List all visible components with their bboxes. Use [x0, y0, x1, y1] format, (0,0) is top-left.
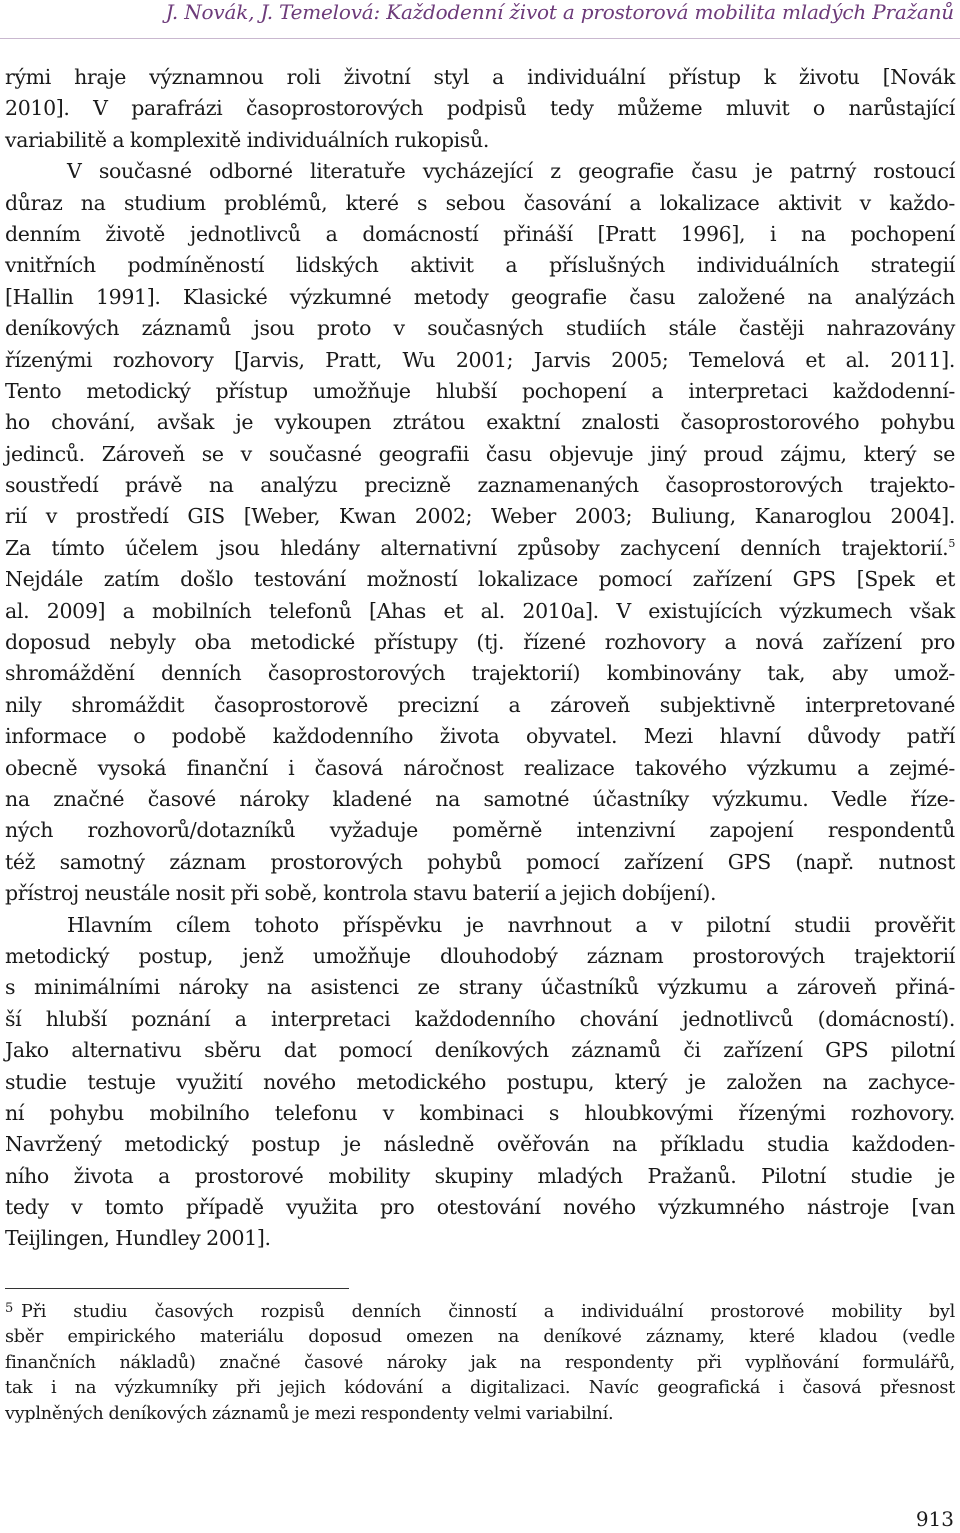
footnote-line: finančních nákladů) značné časové nároky jak na respondenty při vyplňování formulářů,	[5, 1352, 955, 1373]
body-line: Hlavním cílem tohoto příspěvku je navrhnout a v pilotní studii prověřit	[67, 912, 955, 937]
body-line-text: Za tímto účelem jsou hledány alternativní způsoby zachycení denních trajektorií.	[5, 535, 949, 560]
body-line: soustředí právě na analýzu precizně zaznamenaných časoprostorových trajekto-	[5, 473, 955, 498]
footnote-mark: 5	[5, 1301, 14, 1316]
body-line: V současné odborné literatuře vycházející z geografie času je patrný rostoucí	[67, 159, 955, 184]
body-line: jedinců. Zároveň se v současné geografii času objevuje jiný proud zájmu, který se	[5, 441, 955, 466]
body-line: ní pohybu mobilního telefonu v kombinaci s hloubkovými řízenými rozhovory.	[5, 1100, 955, 1125]
footnotes	[5, 1300, 955, 1427]
body-line: řízenými rozhovory [Jarvis, Pratt, Wu 2001; Jarvis 2005; Temelová et al. 2011].	[5, 347, 955, 372]
body-line: též samotný záznam prostorových pohybů pomocí zařízení GPS (např. nutnost	[5, 849, 955, 874]
body-line: [Hallin 1991]. Klasické výzkumné metody geografie času založené na analýzách	[5, 284, 955, 309]
header-rule	[0, 38, 960, 39]
body-line: 2010]. V parafrázi časoprostorových podpisů tedy můžeme mluvit o narůstající	[5, 96, 955, 121]
body-line: s minimálními nároky na asistenci ze strany účastníků výzkumu a zároveň přiná-	[5, 975, 955, 1000]
body-line-with-footnote-ref	[5, 533, 955, 564]
footnote-text: Při studiu časových rozpisů denních činností a individuální prostorové mobility byl	[21, 1302, 955, 1322]
body-line: metodický postup, jenž umožňuje dlouhodobý záznam prostorových trajektorií	[5, 943, 955, 968]
body-line: ního života a prostorové mobility skupiny mladých Pražanů. Pilotní studie je	[5, 1163, 955, 1188]
body-line: vnitřních podmíněností lidských aktivit a příslušných individuálních strategií	[5, 253, 955, 278]
body-line: Teijlingen, Hundley 2001].	[5, 1226, 271, 1251]
footnote-line: sběr empirického materiálu doposud omezen na deníkové záznamy, které kladou (vedle	[5, 1327, 955, 1348]
body-line: přístroj neustále nosit při sobě, kontrola stavu baterií a jejich dobíjení).	[5, 881, 717, 906]
body-line: nily shromáždit časoprostorově precizní a zároveň subjektivně interpretované	[5, 692, 955, 717]
body-line: shromáždění denních časoprostorových trajektorií) kombinovány tak, aby umož-	[5, 661, 955, 686]
footnote-line	[5, 1300, 955, 1325]
body-line: důraz na studium problémů, které s sebou časování a lokalizace aktivit v každo-	[5, 190, 955, 215]
body-line: tedy v tomto případě využita pro otestování nového výzkumného nástroje [van	[5, 1195, 955, 1220]
body-line: Jako alternativu sběru dat pomocí deníkových záznamů či zařízení GPS pilotní	[5, 1038, 955, 1063]
page-number: 913	[915, 1507, 954, 1531]
body-line: al. 2009] a mobilních telefonů [Ahas et al. 2010a]. V existujících výzkumech však	[5, 598, 955, 623]
running-header: J. Novák, J. Temelová: Každodenní život a prostorová mobilita mladých Pražanů	[165, 0, 954, 24]
footnote-rule	[5, 1288, 349, 1289]
body-line: Nejdále zatím došlo testování možností lokalizace pomocí zařízení GPS [Spek et	[5, 567, 955, 592]
body-line: denním životě jednotlivců a domácností přináší [Pratt 1996], i na pochopení	[5, 221, 955, 246]
body-line: na značné časové nároky kladené na samotné účastníky výzkumu. Vedle říze-	[5, 786, 955, 811]
body-line: ných rozhovorů/dotazníků vyžaduje poměrně intenzivní zapojení respondentů	[5, 818, 955, 843]
body-line: ho chování, avšak je vykoupen ztrátou exaktní znalosti časoprostorového pohybu	[5, 410, 955, 435]
body-line: rými hraje významnou roli životní styl a individuální přístup k životu [Novák	[5, 65, 955, 89]
body-line: rií v prostředí GIS [Weber, Kwan 2002; Weber 2003; Buliung, Kanaroglou 2004].	[5, 504, 955, 529]
footnote-reference[interactable]: 5	[948, 537, 955, 551]
body-line: studie testuje využití nového metodického postupu, který je založen na zachyce-	[5, 1069, 955, 1094]
body-line: ší hlubší poznání a interpretaci každodenního chování jednotlivců (domácností).	[5, 1006, 955, 1031]
body-line: variabilitě a komplexitě individuálních rukopisů.	[5, 127, 489, 152]
footnote-line: tak i na výzkumníky při jejich kódování a digitalizaci. Navíc geografická i časová přesnost	[5, 1378, 955, 1399]
body-line: Tento metodický přístup umožňuje hlubší pochopení a interpretaci každodenní-	[5, 378, 955, 403]
body-line: deníkových záznamů jsou proto v současných studiích stále častěji nahrazovány	[5, 316, 955, 341]
body-line: doposud nebyly oba metodické přístupy (tj. řízené rozhovory a nová zařízení pro	[5, 630, 955, 655]
body-line: obecně vysoká finanční i časová náročnost realizace takového výzkumu a zejmé-	[5, 755, 955, 780]
article-body	[5, 62, 955, 1255]
body-line: informace o podobě každodenního života obyvatel. Mezi hlavní důvody patří	[5, 724, 955, 749]
body-line: Navržený metodický postup je následně ověřován na příkladu studia každoden-	[5, 1132, 955, 1157]
footnote-line: vyplněných deníkových záznamů je mezi respondenty velmi variabilní.	[5, 1403, 614, 1424]
